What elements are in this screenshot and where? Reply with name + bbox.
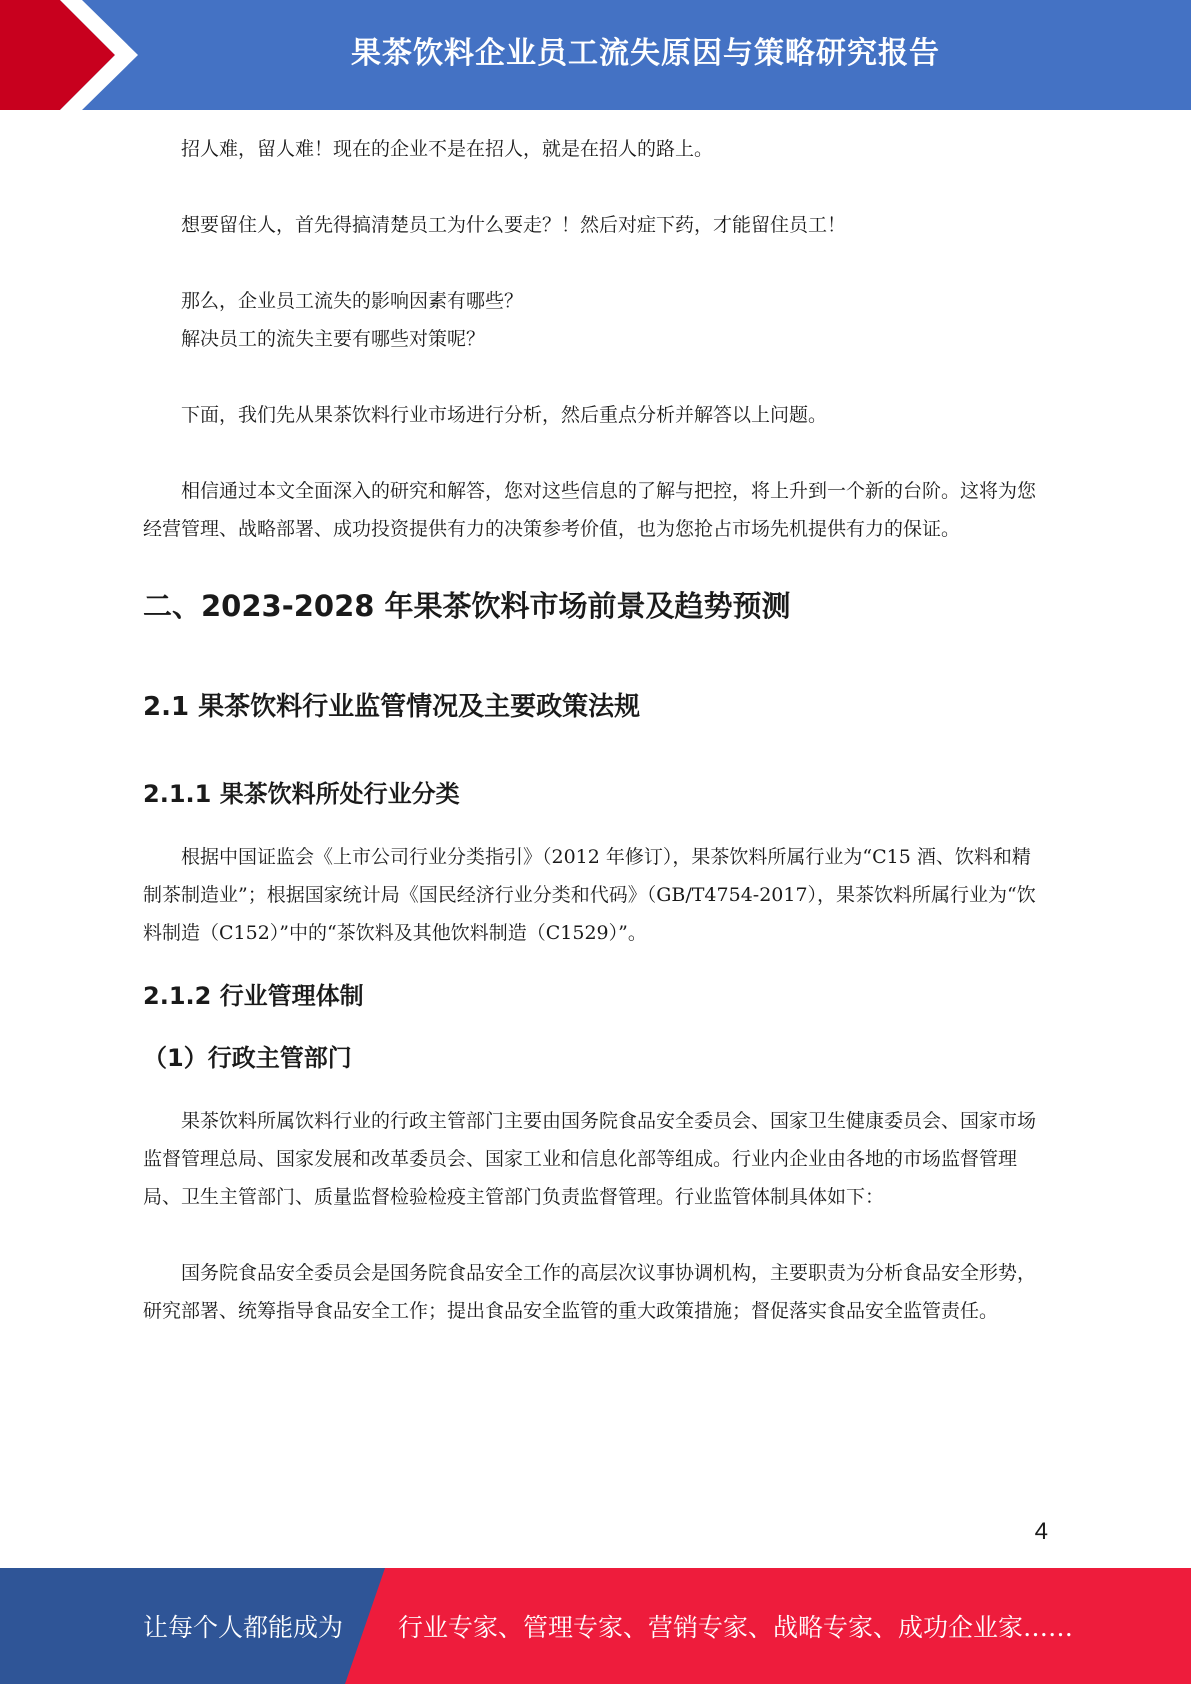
report-title: 果茶饮料企业员工流失原因与策略研究报告 <box>351 36 940 71</box>
intro-paragraph-6: 相信通过本文全面深入的研究和解答，您对这些信息的了解与把控，将上升到一个新的台阶。这将为您经营管理、战略部署、成功投资提供有力的决策参考价值，也为您抢占市场先机提供有力的保证。 <box>143 480 1037 540</box>
subsection-heading-2-1: 2.1 果茶饮料行业监管情况及主要政策法规 <box>143 692 641 722</box>
page-content <box>143 130 1045 1330</box>
intro-paragraph-5: 下面，我们先从果茶饮料行业市场进行分析，然后重点分析并解答以上问题。 <box>181 404 828 426</box>
page-header <box>0 0 1191 110</box>
subsection-heading-2-1-1: 2.1.1 果茶饮料所处行业分类 <box>143 780 460 808</box>
subsection-heading-2-1-2: 2.1.2 行业管理体制 <box>143 982 364 1010</box>
header-chevron-decoration <box>0 0 160 110</box>
intro-paragraph-2: 想要留住人，首先得搞清楚员工为什么要走？！然后对症下药，才能留住员工！ <box>181 214 847 236</box>
admin-dept-paragraph-1: 果茶饮料所属饮料行业的行政主管部门主要由国务院食品安全委员会、国家卫生健康委员会、国家市场监督管理总局、国家发展和改革委员会、国家工业和信息化部等组成。行业内企业由各地的市场监督管理局、卫生主管部门、质量监督检验检疫主管部门负责监督管理。行业监管体制具体如下： <box>143 1110 1037 1208</box>
intro-paragraph-3: 那么，企业员工流失的影响因素有哪些？ <box>181 290 524 312</box>
industry-classification-paragraph: 根据中国证监会《上市公司行业分类指引》（2012 年修订），果茶饮料所属行业为“C15 酒、饮料和精制茶制造业”；根据国家统计局《国民经济行业分类和代码》（GB/T4754-2017），果茶饮料所属行业为“饮料制造（C152）”中的“茶饮料及其他饮料制造（C1529）”。 <box>143 846 1036 944</box>
page-number: 4 <box>1034 1518 1048 1545</box>
intro-paragraph-1: 招人难，留人难！现在的企业不是在招人，就是在招人的路上。 <box>181 138 714 160</box>
sub-item-heading-admin-dept: （1）行政主管部门 <box>143 1044 352 1072</box>
section-heading-2: 二、2023-2028 年果茶饮料市场前景及趋势预测 <box>143 589 791 623</box>
page-footer <box>0 1568 1191 1684</box>
footer-slogan-right: 行业专家、管理专家、营销专家、战略专家、成功企业家…… <box>398 1613 1074 1642</box>
intro-paragraph-4: 解决员工的流失主要有哪些对策呢？ <box>181 328 486 350</box>
admin-dept-paragraph-2: 国务院食品安全委员会是国务院食品安全工作的高层次议事协调机构，主要职责为分析食品安全形势，研究部署、统筹指导食品安全工作；提出食品安全监管的重大政策措施；督促落实食品安全监管责任。 <box>143 1262 1037 1322</box>
footer-slogan-left: 让每个人都能成为 <box>143 1613 344 1642</box>
